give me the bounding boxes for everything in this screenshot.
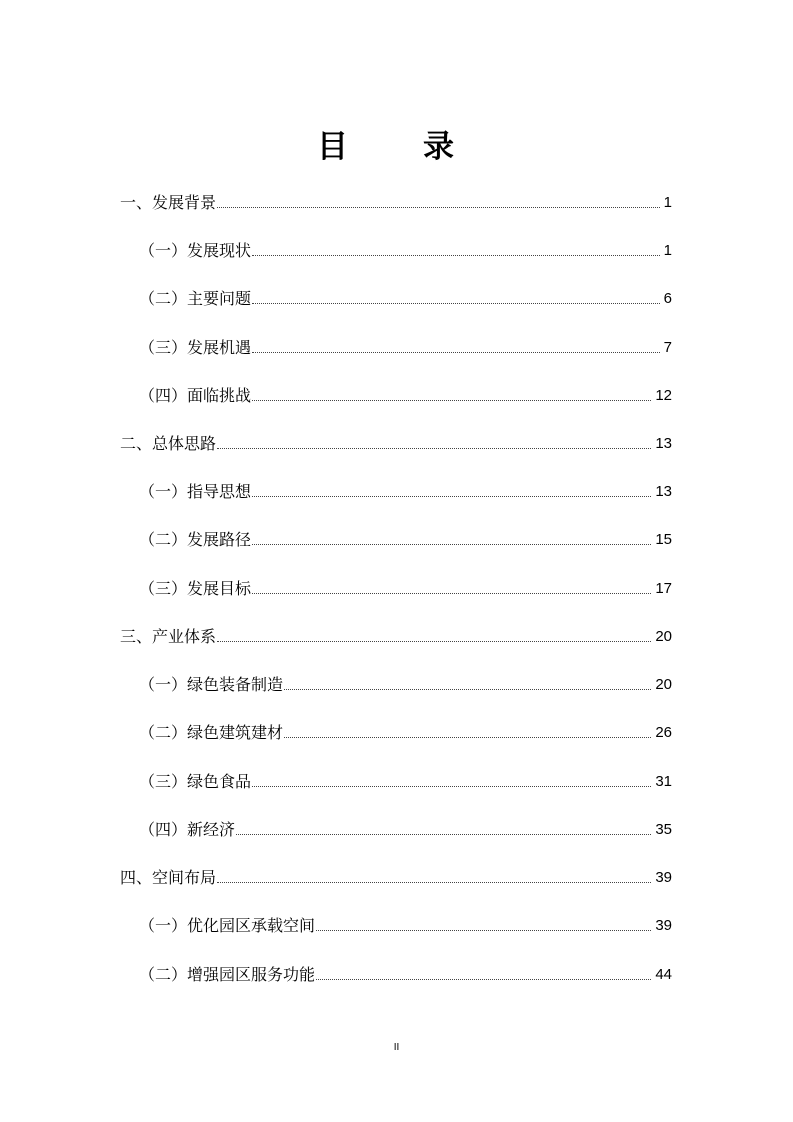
- toc-entry-text: （二）绿色建筑建材: [139, 723, 284, 742]
- toc-entry-text: 四、空间布局: [120, 868, 217, 887]
- toc-title: 目 录: [317, 129, 476, 165]
- toc-entry-subsection[interactable]: [139, 285, 672, 309]
- toc-entry-page-number: 6: [663, 290, 672, 307]
- toc-entry-page-number: 15: [655, 531, 672, 548]
- dot-leader: [252, 399, 651, 401]
- toc-entry-subsection[interactable]: [139, 816, 672, 840]
- toc-entry-subsection[interactable]: [139, 575, 672, 599]
- toc-entry-section[interactable]: [120, 189, 672, 213]
- toc-entry-page-number: 20: [655, 676, 672, 693]
- toc-entry-page-number: 20: [655, 628, 672, 645]
- toc-entry-subsection[interactable]: [139, 768, 672, 792]
- toc-entry-page-number: 35: [655, 821, 672, 838]
- toc-entry-page-number: 44: [655, 966, 672, 983]
- toc-entry-section[interactable]: [120, 430, 672, 454]
- dot-leader: [316, 978, 651, 980]
- dot-leader: [252, 543, 651, 545]
- toc-entry-text: （一）指导思想: [139, 482, 252, 501]
- dot-leader: [316, 929, 651, 931]
- dot-leader: [252, 495, 651, 497]
- toc-entry-page-number: 13: [655, 435, 672, 452]
- toc-entry-subsection[interactable]: [139, 237, 672, 261]
- toc-entry-subsection[interactable]: [139, 382, 672, 406]
- toc-entry-text: （三）发展目标: [139, 579, 252, 598]
- dot-leader: [217, 447, 651, 449]
- dot-leader: [284, 688, 651, 690]
- toc-entry-text: 二、总体思路: [120, 434, 217, 453]
- toc-entry-page-number: 1: [663, 194, 672, 211]
- toc-entry-text: 一、发展背景: [120, 193, 217, 212]
- toc-entry-subsection[interactable]: [139, 478, 672, 502]
- toc-entry-page-number: 39: [655, 917, 672, 934]
- toc-entry-text: （二）发展路径: [139, 530, 252, 549]
- toc-entry-text: （三）绿色食品: [139, 772, 252, 791]
- dot-leader: [252, 351, 660, 353]
- toc-entry-section[interactable]: [120, 623, 672, 647]
- toc-entry-subsection[interactable]: [139, 526, 672, 550]
- toc-entry-subsection[interactable]: [139, 719, 672, 743]
- toc-entry-subsection[interactable]: [139, 961, 672, 985]
- toc-entry-page-number: 1: [663, 242, 672, 259]
- toc-entry-text: 三、产业体系: [120, 627, 217, 646]
- dot-leader: [236, 833, 651, 835]
- toc-entry-page-number: 26: [655, 724, 672, 741]
- toc-entry-text: （一）优化园区承载空间: [139, 916, 316, 935]
- toc-entry-page-number: 12: [655, 387, 672, 404]
- dot-leader: [217, 206, 660, 208]
- toc-entry-text: （二）增强园区服务功能: [139, 965, 316, 984]
- toc-entry-text: （三）发展机遇: [139, 338, 252, 357]
- toc-entry-subsection[interactable]: [139, 671, 672, 695]
- dot-leader: [217, 881, 651, 883]
- toc-entry-text: （四）面临挑战: [139, 386, 252, 405]
- toc-entry-text: （二）主要问题: [139, 289, 252, 308]
- toc-entry-page-number: 7: [663, 339, 672, 356]
- dot-leader: [252, 302, 660, 304]
- toc-entry-page-number: 31: [655, 773, 672, 790]
- toc-entry-page-number: 39: [655, 869, 672, 886]
- dot-leader: [252, 254, 660, 256]
- toc-entry-subsection[interactable]: [139, 334, 672, 358]
- toc-entry-page-number: 17: [655, 580, 672, 597]
- dot-leader: [252, 592, 651, 594]
- dot-leader: [284, 736, 651, 738]
- dot-leader: [217, 640, 651, 642]
- page-footer-number: II: [393, 1042, 400, 1053]
- toc-entry-text: （一）发展现状: [139, 241, 252, 260]
- dot-leader: [252, 785, 651, 787]
- toc-entry-subsection[interactable]: [139, 912, 672, 936]
- toc-entry-text: （一）绿色装备制造: [139, 675, 284, 694]
- toc-entry-page-number: 13: [655, 483, 672, 500]
- toc-entry-text: （四）新经济: [139, 820, 236, 839]
- toc-entry-section[interactable]: [120, 864, 672, 888]
